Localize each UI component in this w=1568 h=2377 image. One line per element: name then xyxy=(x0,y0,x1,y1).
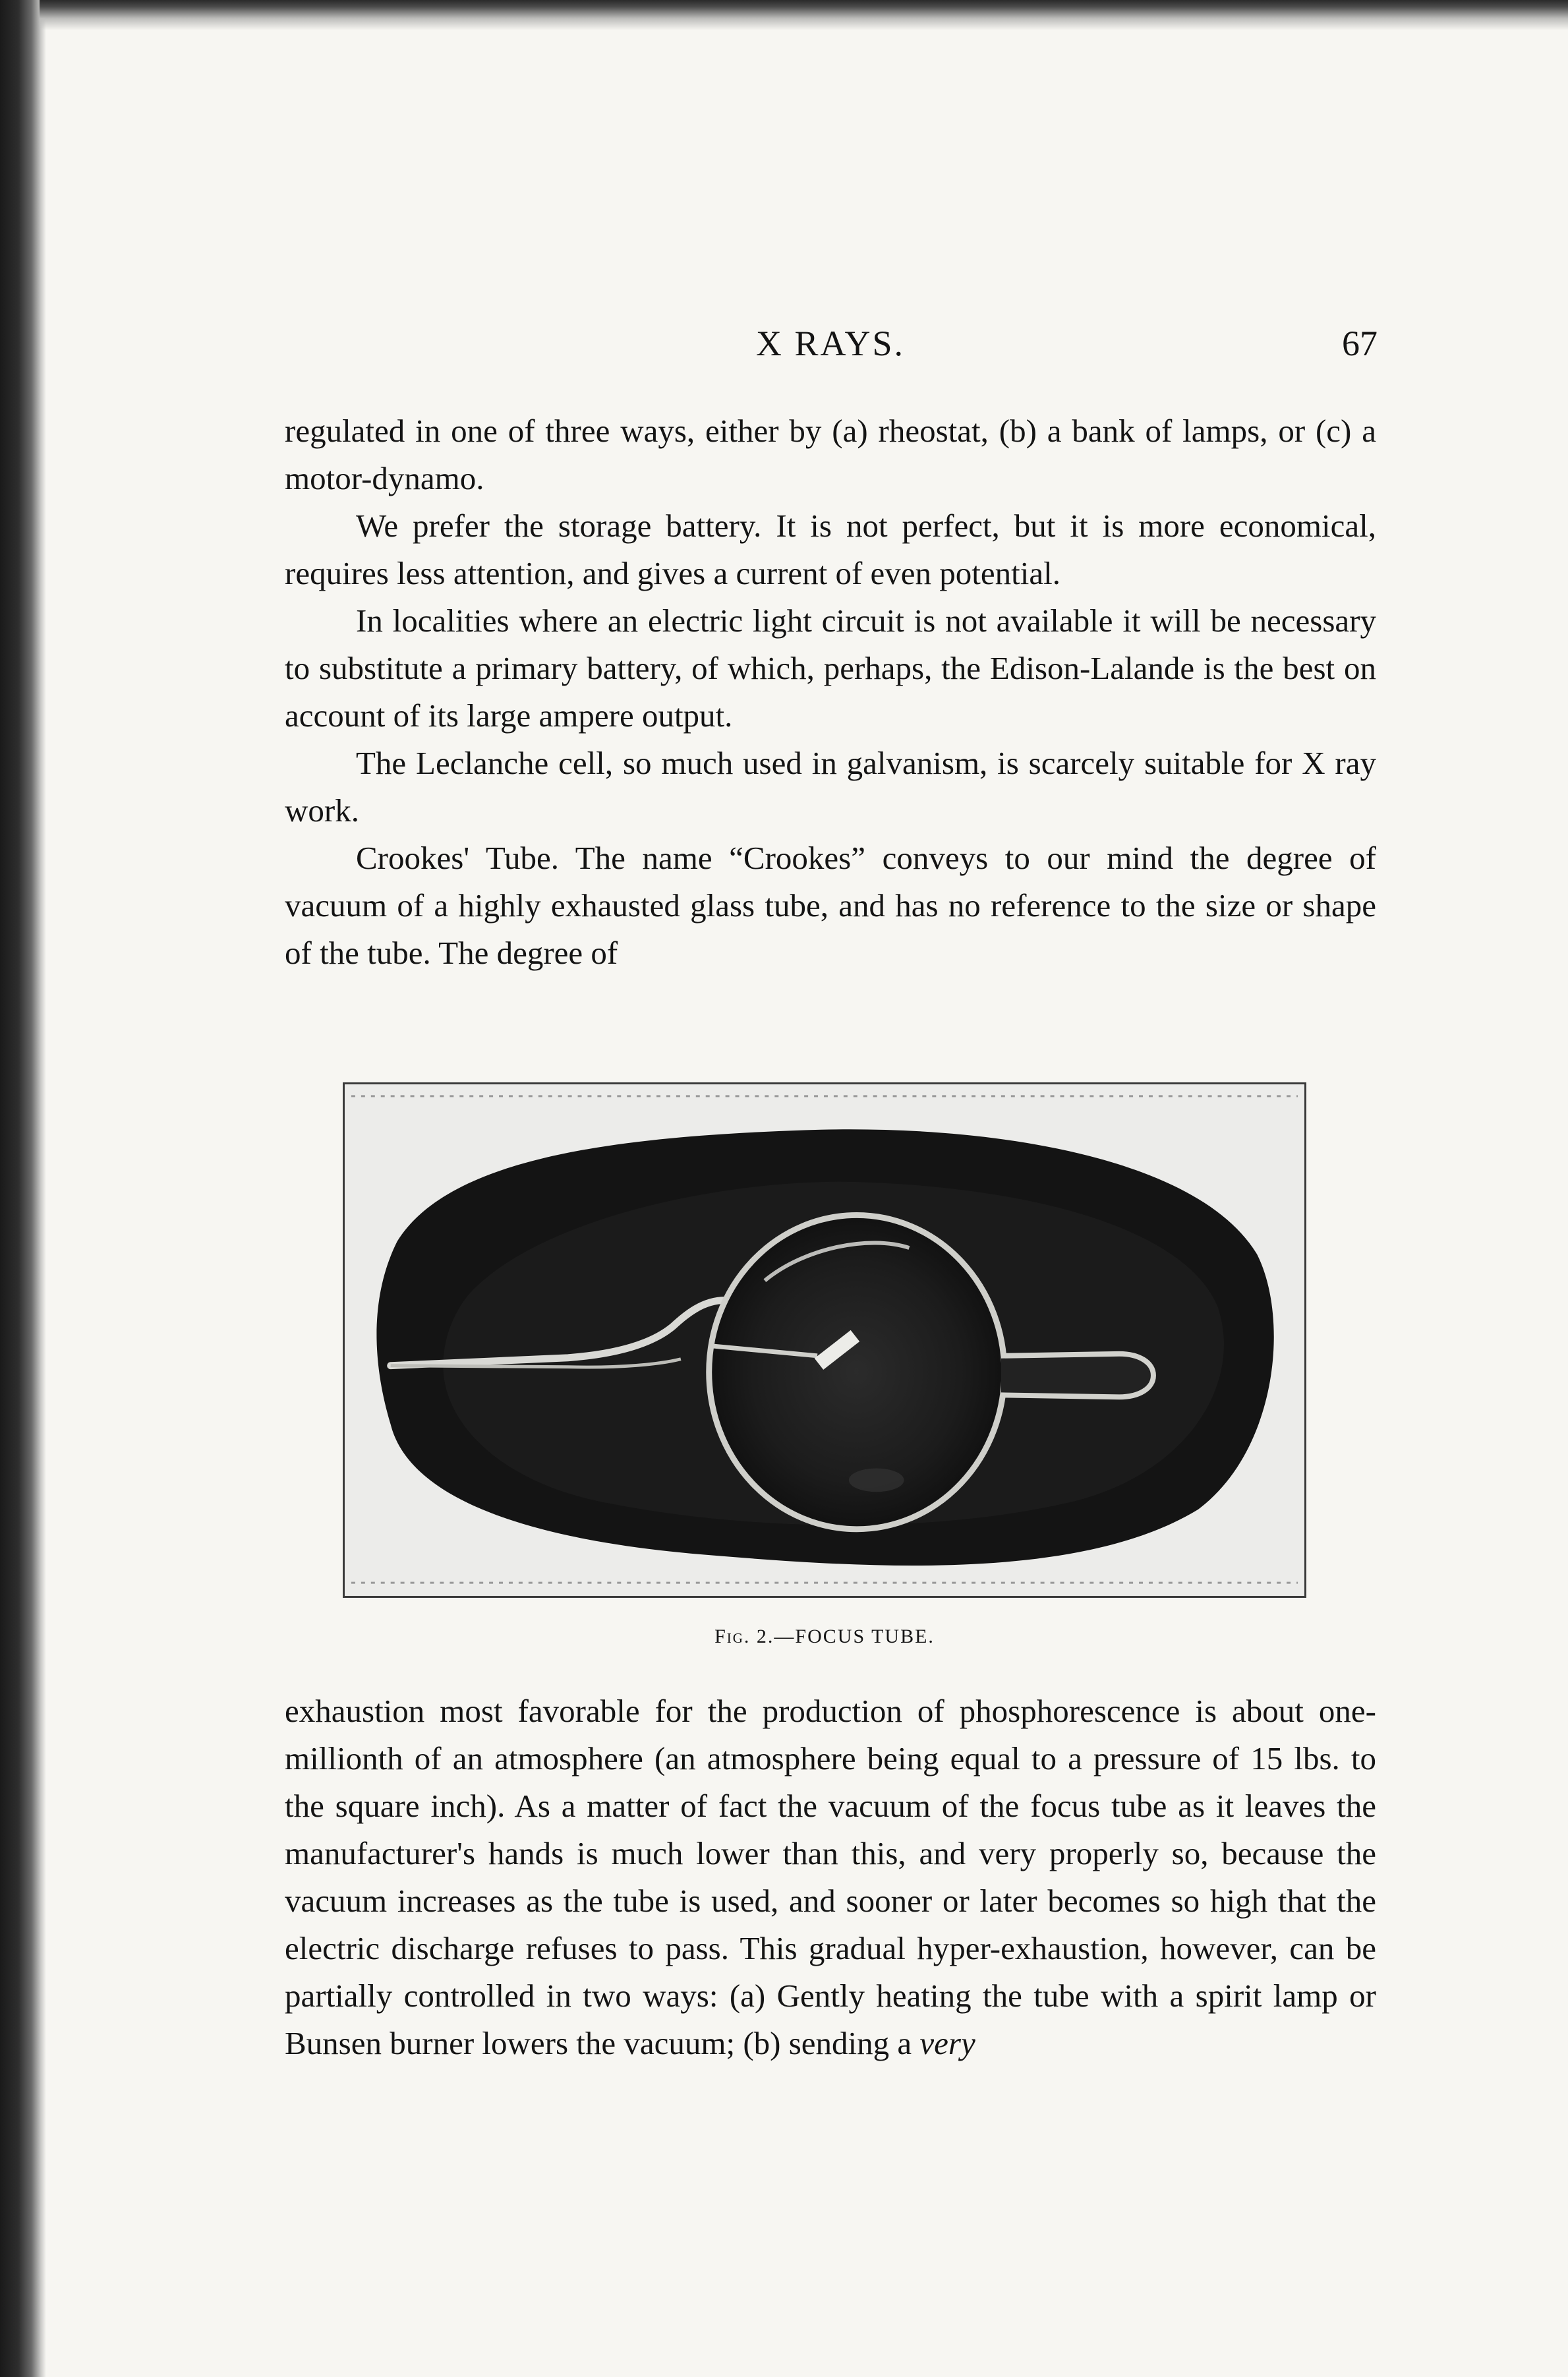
paragraph: We prefer the storage battery. It is not perfect, but it is more economical, requires less attention, and gives a current of even potential. xyxy=(285,508,1376,591)
caption-label: Fig. 2. xyxy=(714,1626,774,1647)
page-number: 67 xyxy=(1342,324,1378,363)
running-title: X RAYS. xyxy=(755,324,906,363)
body-text-bottom xyxy=(285,1687,1376,2067)
figure-caption xyxy=(343,1626,1306,1648)
caption-text: —FOCUS TUBE. xyxy=(774,1626,935,1647)
paragraph: Crookes' Tube. The name “Crookes” conveys to our mind the degree of vacuum of a highly exhausted glass tube, and has no reference to the size or shape of the tube. The degree of xyxy=(285,840,1376,971)
focus-tube-image xyxy=(345,1084,1304,1596)
italic-word: very xyxy=(919,2025,975,2061)
body-text-top xyxy=(285,407,1376,977)
paragraph-text: exhaustion most favorable for the production of phosphorescence is about one-millionth of an atmosphere (an atmosphere being equal to a pressure of 15 lbs. to the square inch). As a matter of fact the vacuum of the focus tube as it leaves the manufacturer's hands is much lower than this, and very properly so, because the vacuum increases as the tube is used, and sooner or later becomes so high that the electric discharge refuses to pass. This gradual hyper-exhaustion, however, can be partially controlled in two ways: (a) Gently heating the tube with a spirit lamp or Bunsen burner lowers the vacuum; (b) sending a xyxy=(285,1693,1376,2061)
running-head xyxy=(283,323,1378,369)
paragraph: In localities where an electric light circuit is not available it will be necessary to substitute a primary battery, of which, perhaps, the Edison-Lalande is the best on account of its large ampere output. xyxy=(285,602,1376,734)
paragraph: The Leclanche cell, so much used in galvanism, is scarcely suitable for X ray work. xyxy=(285,745,1376,829)
paragraph: regulated in one of three ways, either by (a) rheostat, (b) a bank of lamps, or (c) a motor-dynamo. xyxy=(285,413,1376,496)
paragraph-continued xyxy=(285,1687,1376,2067)
focus-tube-illustration xyxy=(343,1082,1306,1598)
